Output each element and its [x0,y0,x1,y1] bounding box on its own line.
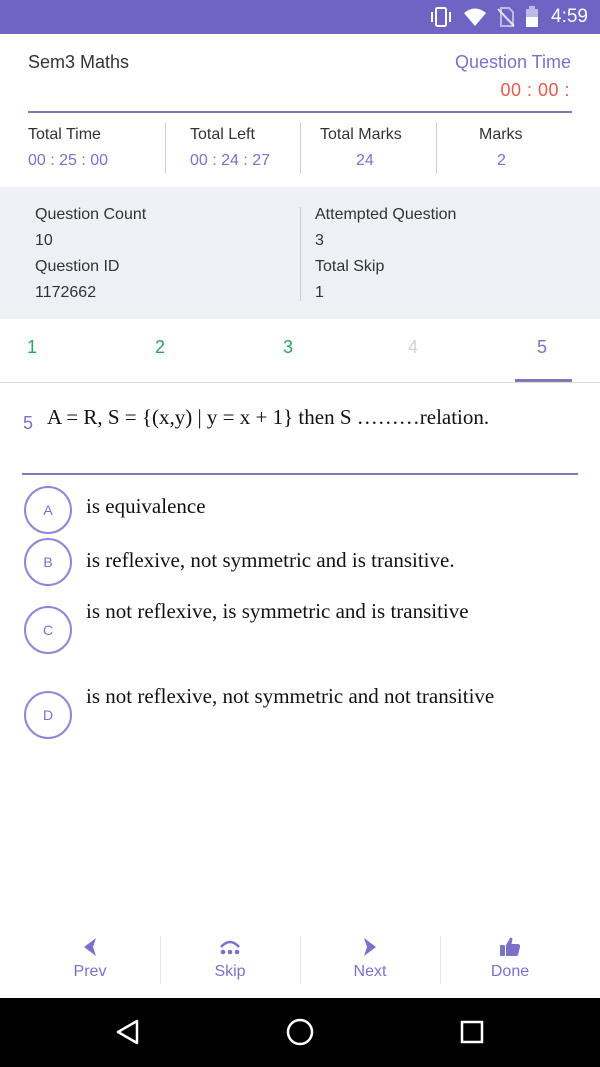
question-time-label: Question Time [454,52,571,72]
done-label: Done [490,963,530,980]
question-id-label: Question ID [35,258,120,275]
header-divider [28,111,572,113]
question-time-value: 00 : 00 : [500,80,570,100]
stat-divider [436,122,437,174]
nav-divider [160,936,161,984]
question-divider [22,473,578,475]
system-navigation-bar [0,998,600,1067]
total-skip-label: Total Skip [315,258,385,275]
exam-header [0,34,600,120]
option-a-button[interactable]: A [24,486,72,534]
question-count-value: 10 [35,232,53,249]
skip-button[interactable] [160,928,300,998]
stat-value: 00 : 25 : 00 [28,152,109,169]
question-navigation [0,928,600,998]
question-tab-4[interactable]: 4 [407,337,418,357]
stat-total-marks [300,118,436,180]
stat-marks [436,118,600,180]
nav-divider [300,936,301,984]
option-c-text[interactable]: is not reflexive, is symmetric and is transitive [86,599,469,623]
question-tab-2[interactable]: 2 [154,337,165,357]
next-arrow-icon [363,937,377,957]
question-number: 5 [23,413,34,433]
question-tab-3[interactable]: 3 [282,337,293,357]
attempted-question-label: Attempted Question [315,206,457,223]
option-a-text[interactable]: is equivalence [86,494,206,518]
question-text: A = R, S = {(x,y) | y = x + 1} then S ………relation. [47,405,490,429]
prev-button[interactable] [20,928,160,998]
stat-label: Marks [479,126,523,143]
stat-value: 00 : 24 : 27 [190,152,271,169]
status-time: 4:59 [551,6,588,27]
stat-value: 24 [356,152,374,169]
back-icon[interactable] [108,1012,148,1052]
option-d-button[interactable]: D [24,691,72,739]
option-b-button[interactable]: B [24,538,72,586]
option-b-text[interactable]: is reflexive, not symmetric and is transitive. [86,548,455,572]
prev-arrow-icon [83,937,97,957]
stat-label: Total Left [190,126,255,143]
stat-total-time [0,118,165,180]
status-icons [429,0,588,34]
stat-value: 2 [497,152,506,169]
status-bar [0,0,600,34]
option-c-button[interactable]: C [24,606,72,654]
next-label: Next [353,963,387,980]
vibrate-icon [429,7,453,27]
question-info-panel [0,187,600,319]
info-divider [300,207,301,301]
option-d-text[interactable]: is not reflexive, not symmetric and not transitive [86,684,495,708]
question-tab-1[interactable]: 1 [26,337,37,357]
skip-icon [218,937,242,957]
no-sim-icon [497,7,515,27]
battery-icon [525,6,539,28]
course-title: Sem3 Maths [28,52,130,72]
home-icon[interactable] [280,1012,320,1052]
thumbs-up-icon [499,937,521,957]
question-tab-5[interactable]: 5 [536,337,547,357]
next-button[interactable] [300,928,440,998]
stat-label: Total Time [28,126,101,143]
recents-icon[interactable] [452,1012,492,1052]
stat-divider [165,122,166,174]
skip-label: Skip [214,963,246,980]
total-skip-value: 1 [315,284,324,301]
question-count-label: Question Count [35,206,147,223]
question-tabs [0,319,600,383]
attempted-question-value: 3 [315,232,324,249]
nav-divider [440,936,441,984]
active-tab-indicator [515,379,572,382]
wifi-icon [463,7,487,27]
question-id-value: 1172662 [35,284,97,301]
stat-label: Total Marks [320,126,402,143]
exam-stats [0,118,600,180]
stat-divider [300,122,301,174]
done-button[interactable] [440,928,580,998]
prev-label: Prev [73,963,107,980]
stat-total-left [165,118,300,180]
